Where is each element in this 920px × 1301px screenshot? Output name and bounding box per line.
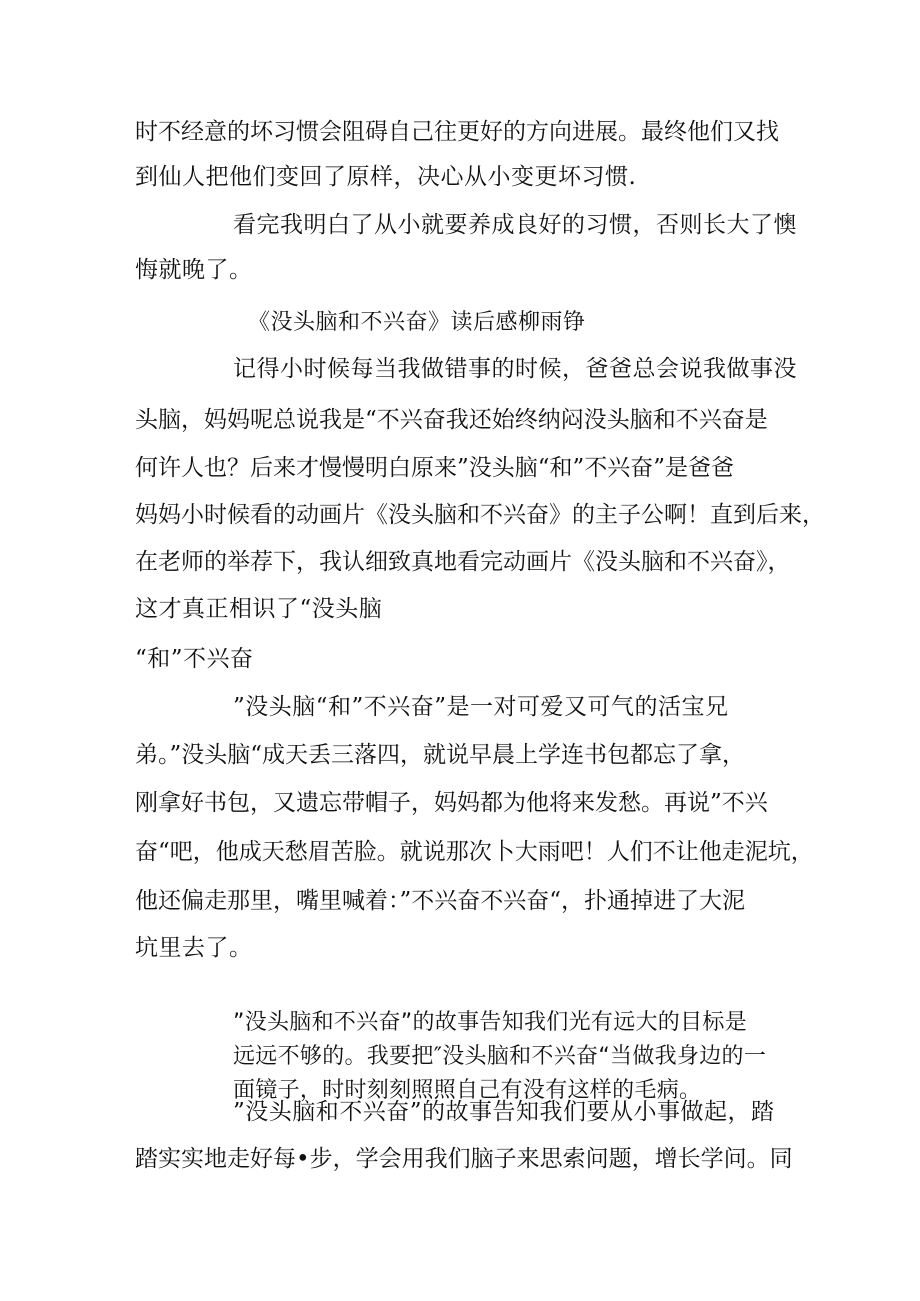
paragraph-3-line-6: 这才真正相识了“没头脑	[135, 596, 383, 622]
paragraph-4-line-4: 奋“吧，他成天愁眉苦脸。就说那次卜大雨吧！人们不让他走泥坑，	[135, 839, 814, 865]
paragraph-3-line-7: “和”不兴奋	[135, 646, 254, 672]
paragraph-6-line-1: ”没头脑和不兴奋”的故事告知我们要从小事做起，踏	[233, 1099, 775, 1125]
paragraph-1-line-1: 时不经意的坏习惯会阻碍自己往更好的方向进展。最终他们又找	[135, 119, 779, 145]
paragraph-3-line-3: 何许人也？后来才慢慢明白原来”没头脑“和”不兴奋”是爸爸	[135, 455, 735, 481]
paragraph-3-line-4: 妈妈小时候看的动画片《没头脑和不兴奋》的主子公啊！直到后来，	[135, 502, 825, 528]
paragraph-6-line-2: 踏实实地走好每•步，学会用我们脑子来思索问题，增长学问。同	[135, 1146, 793, 1172]
paragraph-4-line-2: 弟。”没头脑“成天丢三落四，就说早晨上学连书包都忘了拿，	[135, 742, 746, 768]
paragraph-1-line-2: 到仙人把他们变回了原样，决心从小变更坏习惯.	[135, 164, 637, 190]
paragraph-2-line-1: 看完我明白了从小就要养成良好的习惯，否则长大了懊	[233, 212, 797, 238]
paragraph-4-line-3: 刚拿好书包，又遗忘带帽子，妈妈都为他将来发愁。再说”不兴	[135, 790, 768, 816]
paragraph-2-line-2: 悔就晚了。	[135, 257, 253, 283]
paragraph-3-line-2: 头脑，妈妈呢总说我是“不兴奋我还始终纳闷没头脑和不兴奋是	[135, 407, 768, 433]
essay-title: 《没头脑和不兴奋》读后感柳雨铮	[248, 310, 586, 335]
paragraph-3-line-1: 记得小时候每当我做错事的时候，爸爸总会说我做事没	[233, 356, 797, 382]
paragraph-5-line-1: ”没头脑和不兴奋”的故事告知我们光有远大的目标是	[233, 1010, 747, 1035]
paragraph-4-line-1: ”没头脑“和”不兴奋”是一对可爱又可气的活宝兄	[233, 694, 729, 720]
paragraph-4-line-5: 他还偏走那里，嘴里喊着：”不兴奋不兴奋“，扑通掉进了大泥	[135, 888, 746, 914]
paragraph-5-line-2: 远远不够的。我要把″没头脑和不兴奋“当做我身边的一	[233, 1044, 767, 1069]
paragraph-5-line-3: 面镜子，时时刻刻照照自己有没有这样的毛病。	[233, 1078, 702, 1103]
paragraph-3-line-5: 在老师的举荐下，我认细致真地看完动画片《没头脑和不兴奋》，	[135, 549, 791, 575]
paragraph-4-line-6: 坑里去了。	[135, 935, 253, 961]
